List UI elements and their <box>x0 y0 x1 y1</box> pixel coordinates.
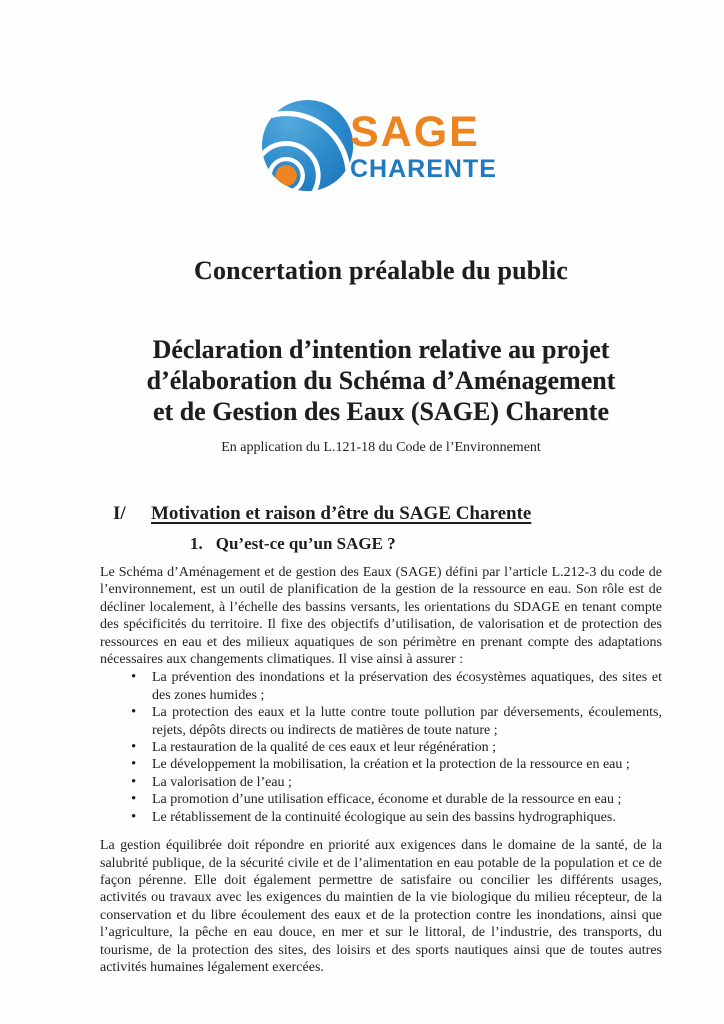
sage-objectives-list <box>100 669 662 826</box>
legal-reference: En application du L.121-18 du Code de l’Environnement <box>221 440 541 455</box>
bullet-item: • La restauration de la qualité de ces eaux et leur régénération ; <box>100 739 662 756</box>
document-title: Concertation préalable du public <box>193 256 569 285</box>
sage-charente-logo <box>261 96 501 196</box>
subsection-number: 1. <box>190 534 203 553</box>
paragraph-intro: Le Schéma d’Aménagement et de gestion des Eaux (SAGE) défini par l’article L.212-3 du code de l’environnement, est un outil de planification de la gestion de la ressource en eau. Son rôle est de décliner localement, à l’échelle des bassins versants, les orientations du SDAGE en tenant compte des spécificités du territoire. Il fixe des objectifs d’utilisation, de valorisation et de protection des ressources en eau et des milieux aquatiques de son périmètre en prenant compte des adaptations nécessaires aux changements climatiques. Il vise ainsi à assurer : <box>100 565 662 668</box>
subsection-title: Qu’est-ce qu’un SAGE ? <box>215 534 396 553</box>
document-content <box>100 0 662 976</box>
bullet-item: • La valorisation de l’eau ; <box>100 774 662 791</box>
bullet-item: • La promotion d’une utilisation efficace, économe et durable de la ressource en eau ; <box>100 791 662 808</box>
section-numeral: I/ <box>113 503 126 524</box>
bullet-item: • La prévention des inondations et la préservation des écosystèmes aquatiques, des sites et des zones humides ; <box>100 669 662 704</box>
section-title: Motivation et raison d’être du SAGE Charente <box>151 503 532 524</box>
main-title: Déclaration d’intention relative au projet d’élaboration du Schéma d’Aménagement et de Gestion des Eaux (SAGE) Charente <box>146 335 616 426</box>
subsection-heading-1 <box>100 534 662 554</box>
paragraph-balanced-management: La gestion équilibrée doit répondre en priorité aux exigences dans le domaine de la santé, de la salubrité publique, de la sécurité civile et de l’alimentation en eau potable de la population et ce de façon pérenne. Elle doit également permettre de satisfaire ou concilier les différents usages, activités ou travaux avec les exigences du maintien de la vie biologique du milieu récepteur, de la conservation et du libre écoulement des eaux et de la protection contre les inondations, ainsi que l’agriculture, la pêche en eau douce, en mer et sur le littoral, de l’industrie, des transports, du tourisme, de la protection des sites, des loisirs et des sports nautiques ainsi que de toutes autres activités humaines légalement exercées. <box>100 838 662 975</box>
bullet-item: • La protection des eaux et la lutte contre toute pollution par déversements, écoulements, rejets, dépôts directs ou indirects de matières de toute nature ; <box>100 704 662 739</box>
logo-charente-text: CHARENTE <box>350 154 497 183</box>
logo-wordmark <box>350 107 497 183</box>
globe-ripples-icon <box>261 98 358 195</box>
bullet-item: • Le rétablissement de la continuité écologique au sein des bassins hydrographiques. <box>100 809 662 826</box>
bullet-item: • Le développement la mobilisation, la création et la protection de la ressource en eau ; <box>100 756 662 773</box>
logo-sage-text: SAGE <box>350 107 480 156</box>
section-heading-1 <box>100 503 662 525</box>
